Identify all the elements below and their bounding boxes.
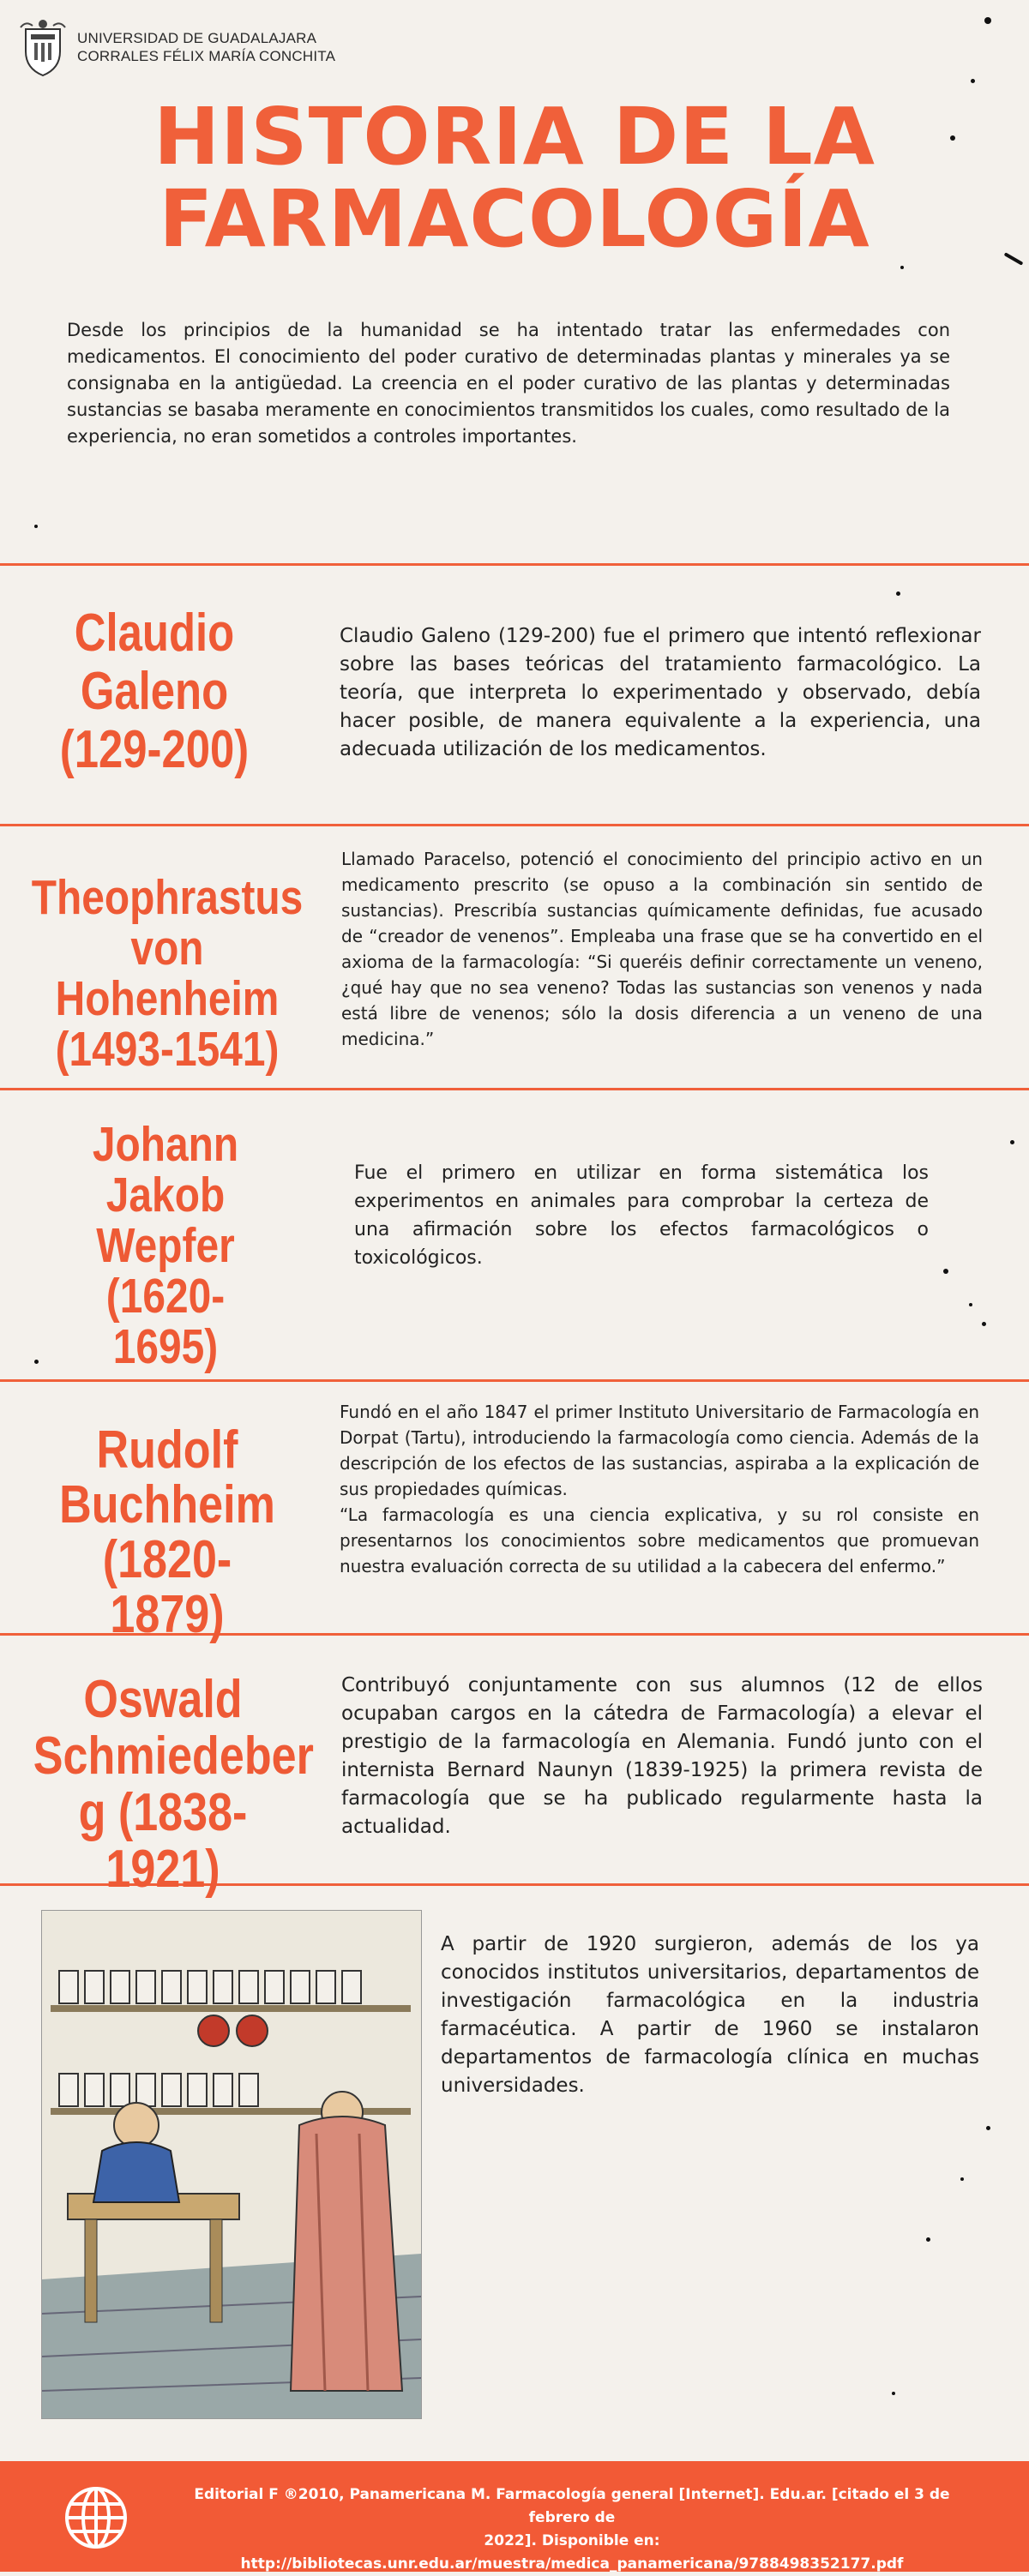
decor-dot	[34, 525, 38, 528]
name-line: Oswald	[83, 1670, 243, 1729]
decor-dot	[984, 17, 991, 24]
section-divider	[0, 1379, 1029, 1382]
section-divider	[0, 824, 1029, 826]
person-name-galeno	[42, 604, 267, 779]
section-divider	[0, 563, 1029, 566]
person-name-buchheim	[56, 1420, 279, 1644]
name-line: Galeno	[80, 662, 229, 721]
description-galeno: Claudio Galeno (129-200) fue el primero que intentó reflexionar sobre las bases teóricas del tratamiento farmacológico. La teoría, que interpreta lo experimentado y observado, debía hacer posible, de manera equivalente a la experiencia, una adecuada utilización de los medicamentos.	[340, 625, 981, 760]
description-schmiedeberg: Contribuyó conjuntamente con sus alumnos (12 de ellos ocupaban cargos en la cátedra de Farmacología) a elevar el prestigio de la farmacología en Alemania. Fundó junto con el internista Bernard Naunyn (1839-1925) la primera revista de farmacología que se ha publicado regularmente hasta la actualidad.	[341, 1674, 983, 1838]
decor-dot	[969, 1303, 972, 1306]
description-hohenheim: Llamado Paracelso, potenció el conocimiento del principio activo en un medicamento prescrito (se opuso a la combinación sin sentido de sustancias). Prescribía sustancias químicamente definidas, fue acusado de “creador de venenos”. Empleaba una frase que se ha convertido en el axioma de la farmacología: “Si queréis definir correctamente un veneno, ¿qué hay que no sea veneno? Todas las sustancias son venenos y nada está libre de venenos; sólo la dosis diferencia a un veneno de una medicina.”	[341, 849, 983, 1049]
name-line: g (1838-1921)	[78, 1783, 248, 1899]
name-line: (1493-1541)	[55, 1022, 280, 1077]
person-name-wepfer	[33, 1117, 299, 1374]
name-line: Wepfer (1620-	[96, 1218, 235, 1324]
university-line-1: UNIVERSIDAD DE GUADALAJARA	[77, 30, 317, 46]
name-line: 1695)	[112, 1319, 219, 1374]
university-line-2: CORRALES FÉLIX MARÍA CONCHITA	[77, 48, 336, 64]
decor-dot	[960, 2177, 964, 2181]
intro-paragraph: Desde los principios de la humanidad se ha intentado tratar las enfermedades con medicamentos. El conocimiento del poder curativo de determinadas plantas y minerales ya se consignaba en la antigüedad. La creencia en el poder curativo de las plantas y determinadas sustancias se basaba meramente en conocimientos transmitidos los cuales, como resultado de la experiencia, no eran sometidos a controles importantes.	[67, 320, 950, 447]
title-line-2: FARMACOLOGÍA	[159, 173, 870, 265]
decor-dot	[971, 79, 975, 83]
name-line: (129-200)	[59, 720, 250, 779]
citation-line-1: Editorial F ®2010, Panamericana M. Farmacología general [Internet]. Edu.ar. [citado el 3 de febrero de	[194, 2486, 950, 2526]
name-line: Buchheim	[59, 1475, 275, 1534]
name-line: Rudolf	[96, 1420, 238, 1480]
name-line: von Hohenheim	[55, 921, 280, 1026]
decor-dot	[892, 2392, 895, 2395]
woodcut-illustration	[42, 1911, 421, 2418]
name-line: Johann Jakob	[92, 1117, 239, 1222]
decor-dot	[943, 1269, 948, 1274]
name-line: (1820-1879)	[102, 1530, 232, 1644]
name-line: Claudio	[74, 603, 235, 663]
final-paragraph: A partir de 1920 surgieron, además de los ya conocidos institutos universitarios, departamentos de investigación farmacológica en la industria farmacéutica. A partir de 1960 se instalaron departamentos de farmacología clínica en muchas universidades.	[441, 1933, 979, 2097]
person-name-hohenheim	[27, 870, 308, 1077]
decor-dot	[1010, 1140, 1014, 1144]
section-divider	[0, 1088, 1029, 1090]
description-wepfer: Fue el primero en utilizar en forma sistemática los experimentos en animales para comprobar la certeza de una afirmación sobre los efectos farmacológicos o toxicológicos.	[354, 1162, 929, 1269]
decor-dot	[986, 2126, 990, 2130]
name-line: Theophrastus	[31, 870, 304, 925]
decor-dot	[896, 591, 900, 596]
name-line: Schmiedeber	[33, 1726, 314, 1786]
citation-line-2: 2022]. Disponible en: http://bibliotecas.unr.edu.ar/muestra/medica_panamericana/9788498352177.pdf	[240, 2532, 904, 2573]
title-line-1: HISTORIA DE LA	[153, 91, 876, 183]
university-crest-icon	[19, 17, 67, 77]
buchheim-text: Fundó en el año 1847 el primer Instituto Universitario de Farmacología en Dorpat (Tartu), introduciendo la farmacología como ciencia. Además de la descripción de los efectos de las sustancias, aspiraba a la explicación de sus propiedades químicas.	[340, 1402, 979, 1499]
decor-dot	[900, 266, 904, 269]
decor-dot	[982, 1322, 986, 1326]
university-name	[77, 29, 335, 65]
footer	[0, 2461, 1029, 2572]
header	[19, 17, 335, 77]
citation	[165, 2483, 979, 2576]
decor-dot	[926, 2237, 930, 2242]
buchheim-quote: “La farmacología es una ciencia explicativa, y su rol consiste en presentarnos los conocimientos sobre medicamentos que promuevan nuestra evaluación correcta de su utilidad a la cabecera del enfermo.”	[340, 1504, 979, 1576]
page-title	[0, 91, 1029, 265]
person-name-schmiedeberg	[33, 1670, 314, 1899]
historical-woodcut-image	[41, 1910, 422, 2419]
globe-icon	[63, 2485, 129, 2550]
description-buchheim	[340, 1399, 979, 1579]
